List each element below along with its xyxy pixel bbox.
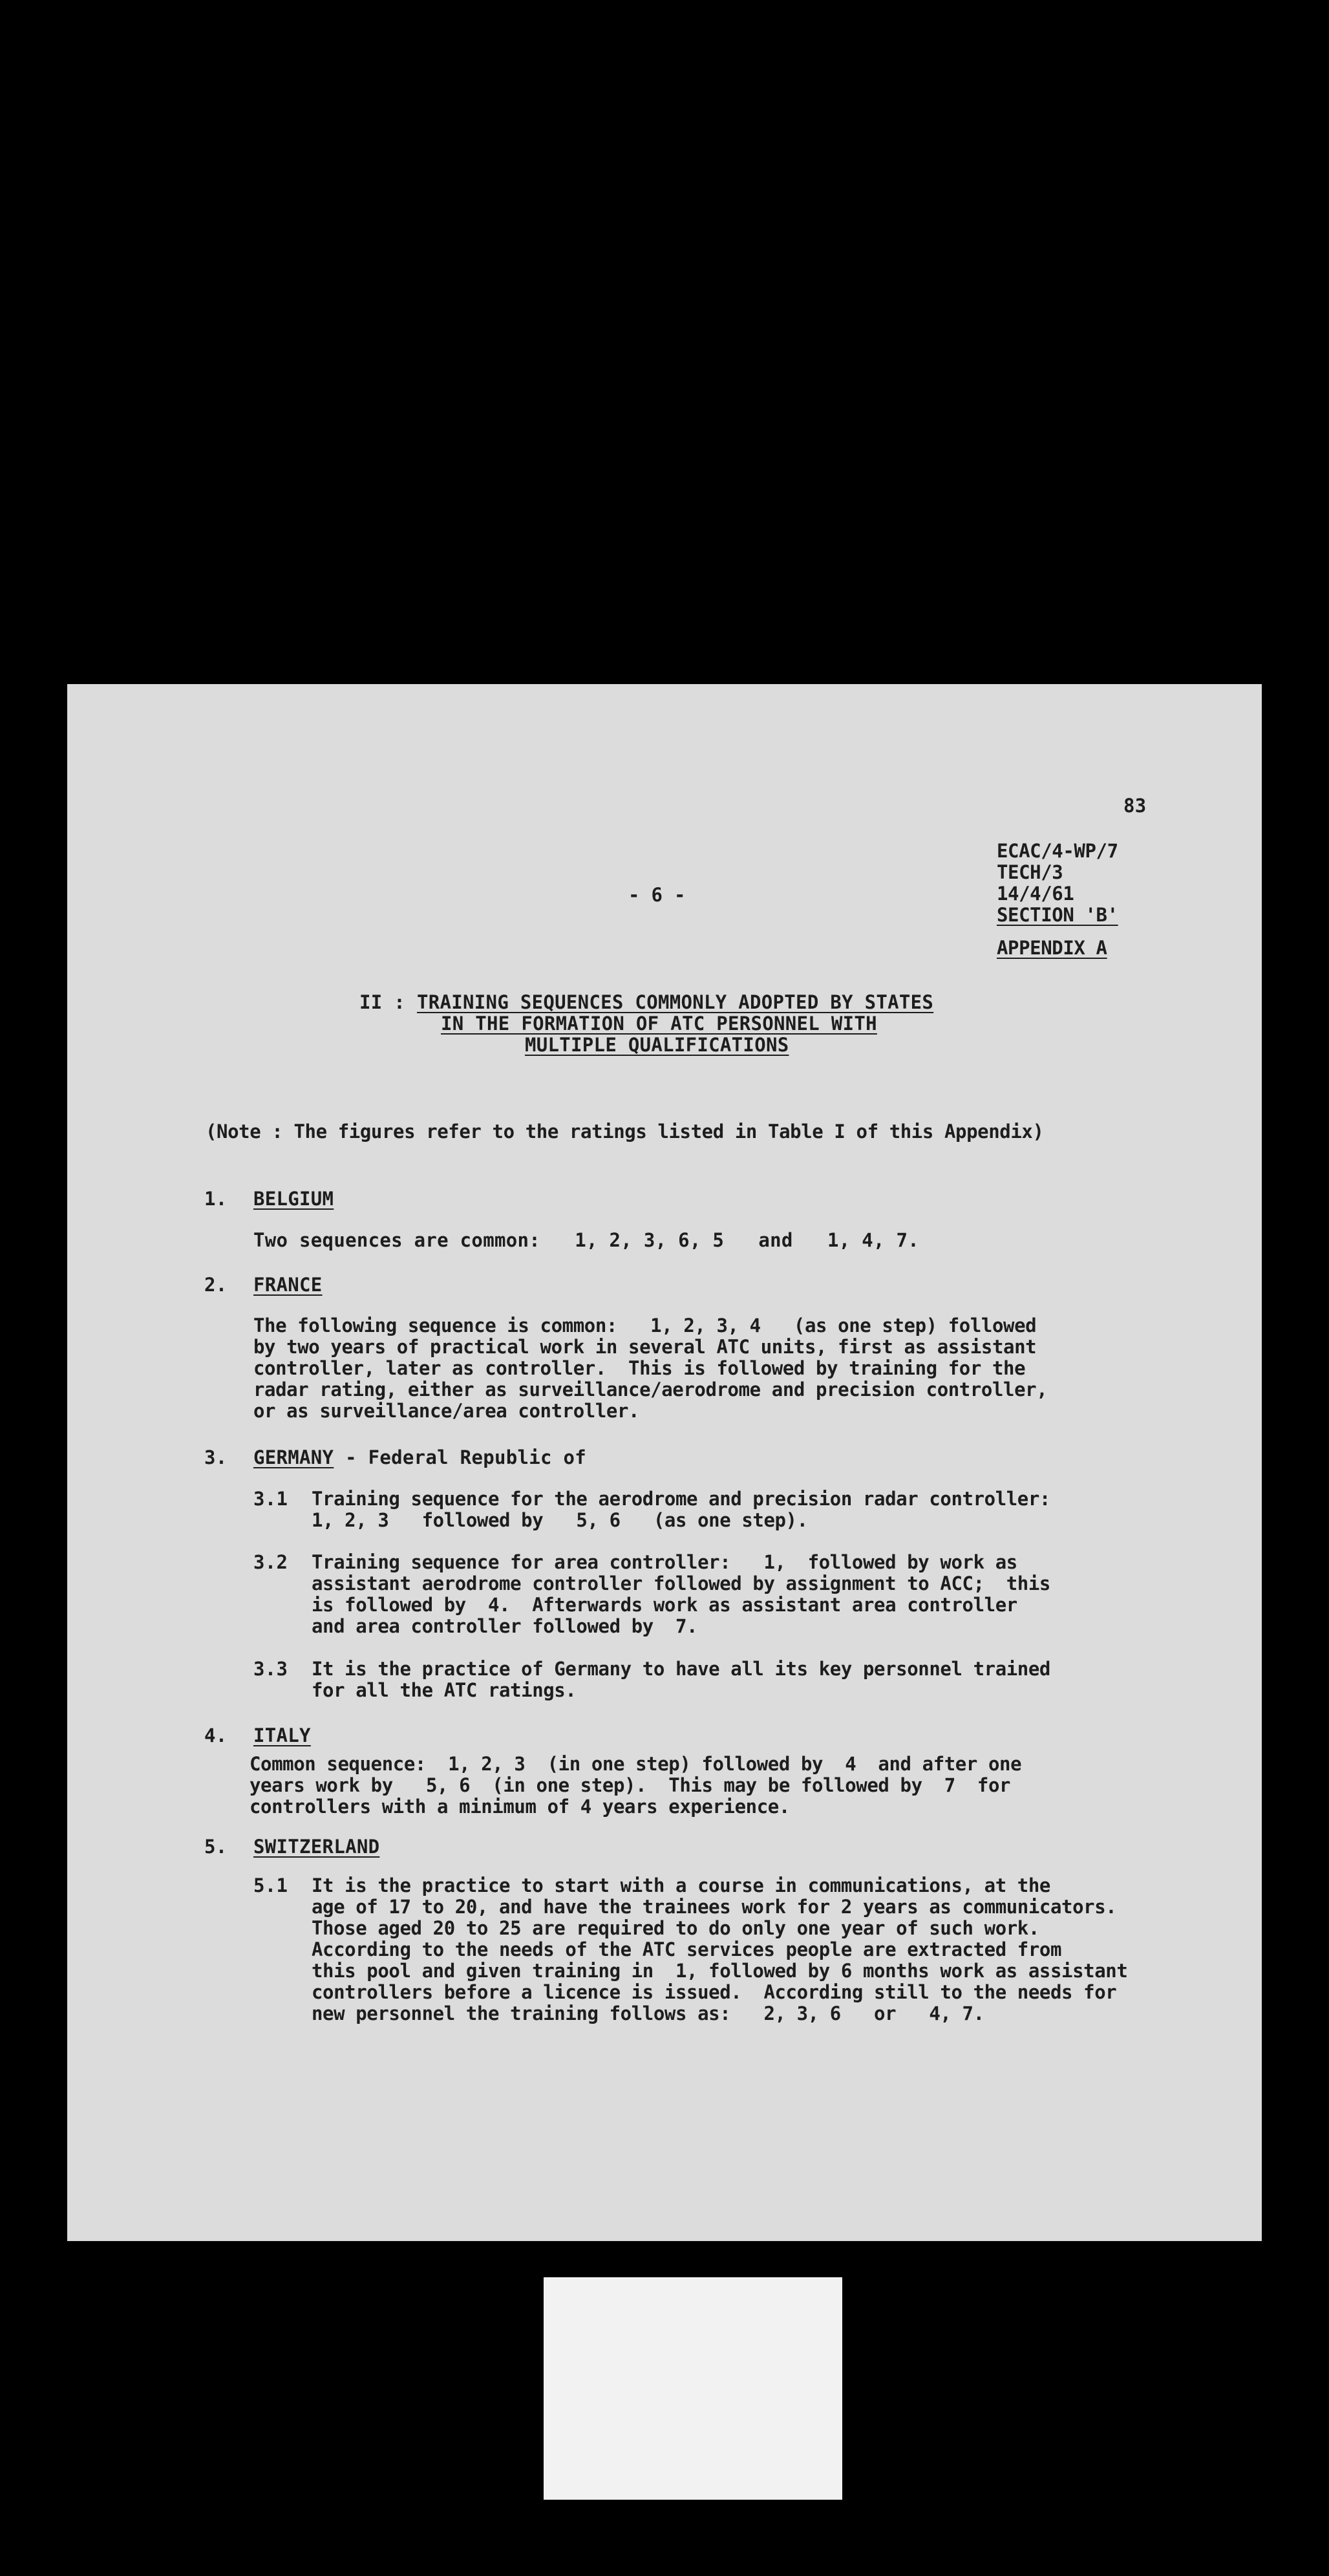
subsection-text: assistant aerodrome controller followed by assignment to ACC; this	[312, 1572, 1050, 1594]
section-heading-germany: GERMANY	[253, 1446, 334, 1468]
section-number: 2.	[204, 1274, 228, 1296]
subsection-text: this pool and given training in 1, followed by 6 months work as assistant	[312, 1960, 1128, 1982]
section-number: 4.	[204, 1724, 228, 1746]
section-heading-france: FRANCE	[253, 1274, 323, 1296]
section-text: controller, later as controller. This is followed by training for the	[253, 1357, 1026, 1379]
section-heading-germany-row	[253, 1447, 586, 1468]
page-number: 83	[1123, 795, 1147, 817]
subsection-text: and area controller followed by 7.	[312, 1615, 698, 1637]
subsection-number: 3.3	[253, 1658, 288, 1680]
subsection-text: It is the practice to start with a course in communications, at the	[312, 1874, 1050, 1896]
section-heading-switzerland: SWITZERLAND	[253, 1836, 380, 1858]
subsection-text: Those aged 20 to 25 are required to do only one year of such work.	[312, 1917, 1039, 1939]
title-line: IN THE FORMATION OF ATC PERSONNEL WITH	[441, 1013, 877, 1035]
subsection-text: age of 17 to 20, and have the trainees work for 2 years as communicators.	[312, 1896, 1117, 1918]
subsection-number: 5.1	[253, 1874, 288, 1896]
section-number: 1.	[204, 1188, 228, 1210]
section-text: radar rating, either as surveillance/aerodrome and precision controller,	[253, 1379, 1048, 1401]
title-line: MULTIPLE QUALIFICATIONS	[525, 1034, 789, 1056]
section-heading-italy: ITALY	[253, 1724, 311, 1746]
subsection-text: new personnel the training follows as: 2, 3, 6 or 4, 7.	[312, 2002, 984, 2024]
subsection-number: 3.1	[253, 1488, 288, 1510]
header-appendix: APPENDIX A	[997, 937, 1107, 959]
header-line: ECAC/4-WP/7	[997, 840, 1118, 862]
subsection-number: 3.2	[253, 1551, 288, 1573]
section-heading-suffix: - Federal Republic of	[334, 1446, 587, 1468]
section-text: or as surveillance/area controller.	[253, 1400, 640, 1422]
subsection-text: According to the needs of the ATC services people are extracted from	[312, 1938, 1062, 1960]
blank-card	[544, 2277, 842, 2500]
title-prefix: II :	[359, 991, 406, 1013]
section-heading-belgium: BELGIUM	[253, 1188, 334, 1210]
subsection-text: controllers before a licence is issued. According still to the needs for	[312, 1981, 1117, 2003]
subsection-text: Training sequence for the aerodrome and precision radar controller:	[312, 1488, 1050, 1510]
section-text: Common sequence: 1, 2, 3 (in one step) followed by 4 and after one	[250, 1753, 1022, 1775]
header-line: 14/4/61	[997, 883, 1074, 905]
page-center-number: - 6 -	[628, 884, 686, 906]
section-text: controllers with a minimum of 4 years experience.	[250, 1796, 790, 1818]
note: (Note : The figures refer to the ratings listed in Table I of this Appendix)	[206, 1121, 1044, 1143]
header-line: TECH/3	[997, 861, 1063, 883]
subsection-text: is followed by 4. Afterwards work as assistant area controller	[312, 1594, 1017, 1616]
section-number: 5.	[204, 1836, 228, 1858]
section-number: 3.	[204, 1446, 228, 1468]
section-text: years work by 5, 6 (in one step). This may be followed by 7 for	[250, 1774, 1011, 1796]
title-line: TRAINING SEQUENCES COMMONLY ADOPTED BY STATES	[417, 991, 934, 1013]
subsection-text: 1, 2, 3 followed by 5, 6 (as one step).	[312, 1509, 808, 1531]
section-text: by two years of practical work in several ATC units, first as assistant	[253, 1336, 1037, 1358]
section-text: Two sequences are common: 1, 2, 3, 6, 5 and 1, 4, 7.	[253, 1229, 920, 1251]
subsection-text: Training sequence for area controller: 1, followed by work as	[312, 1551, 1017, 1573]
subsection-text: It is the practice of Germany to have all its key personnel trained	[312, 1658, 1050, 1680]
subsection-text: for all the ATC ratings.	[312, 1679, 577, 1701]
header-section: SECTION 'B'	[997, 904, 1118, 926]
section-text: The following sequence is common: 1, 2, 3, 4 (as one step) followed	[253, 1315, 1037, 1336]
